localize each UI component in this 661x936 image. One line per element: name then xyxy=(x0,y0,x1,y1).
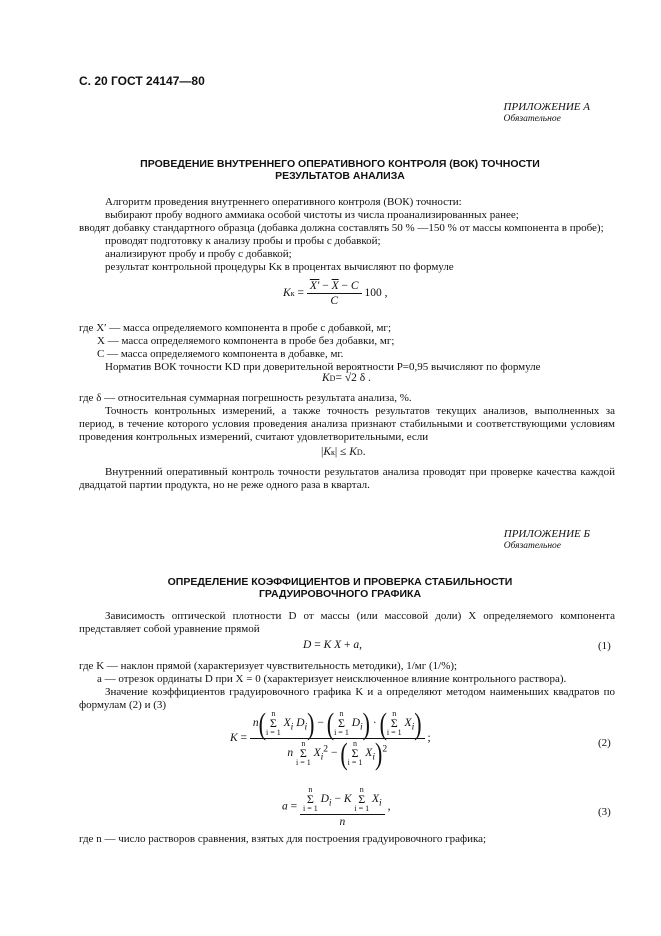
appendix-b-final xyxy=(79,833,615,846)
where-line: a — отрезок ординаты D при X = 0 (характеризует неисключенное влияние контрольного раствора). xyxy=(97,673,567,685)
paragraph: Норматив ВОК точности KD при доверительной вероятности P=0,95 вычисляют по формуле xyxy=(105,361,541,373)
equation-number: (1) xyxy=(598,640,611,652)
paragraph: проводят подготовку к анализу пробы и пробы с добавкой; xyxy=(105,235,381,247)
where-line: где K — наклон прямой (характеризует чувствительность методики), 1/мг (1/%); xyxy=(79,660,458,672)
paragraph: вводят добавку стандартного образца (добавка должна составлять 50 % —150 % от массы компонента в пробе); xyxy=(79,222,604,234)
appendix-a-title xyxy=(60,158,620,182)
paragraph: Зависимость оптической плотности D от массы (или массовой доли) X определяемого компонента представляет собой уравнение прямой xyxy=(79,610,615,635)
where-line: где X′ — масса определяемого компонента в пробе с добавкой, мг; xyxy=(79,322,391,334)
paragraph: Алгоритм проведения внутреннего оперативного контроля (ВОК) точности: xyxy=(105,196,462,208)
formula-kk: Kк = $\frac{X' - \overline{X} - C}{C}$ 100 , xyxy=(283,280,388,307)
appendix-a-intro xyxy=(79,196,615,274)
appendix-b-intro xyxy=(79,610,615,636)
appendix-a-status: Обязательное xyxy=(503,114,561,124)
appendix-b-label: ПРИЛОЖЕНИЕ Б xyxy=(503,528,590,540)
paragraph: где δ — относительная суммарная погрешность результата анализа, %. xyxy=(79,392,412,404)
formula-a: a = n Σ i = 1 $D_i - K$ n Σ i = 1 $X_i$ n , xyxy=(282,785,391,828)
paragraph: Значение коэффициентов градуировочного графика K и a определяют методом наименьших квадратов по формулам (2) и (3) xyxy=(79,686,615,711)
paragraph: Внутренний оперативный контроль точности результатов анализа проводят при проверке качества каждой двадцатой партии продукта, но не реже одного раза в квартал. xyxy=(79,466,615,491)
appendix-a-label-block xyxy=(504,101,590,125)
appendix-a-title-line2: РЕЗУЛЬТАТОВ АНАЛИЗА xyxy=(275,170,405,182)
equation-number: (3) xyxy=(598,806,611,818)
appendix-a-final xyxy=(79,466,615,492)
appendix-b-title-line1: ОПРЕДЕЛЕНИЕ КОЭФФИЦИЕНТОВ И ПРОВЕРКА СТАБИЛЬНОСТИ xyxy=(167,576,513,588)
appendix-b-where xyxy=(79,660,615,712)
paragraph: результат контрольной процедуры Kк в процентах вычисляют по формуле xyxy=(105,261,454,273)
page-header: С. 20 ГОСТ 24147—80 xyxy=(79,74,205,88)
appendix-a-title-line1: ПРОВЕДЕНИЕ ВНУТРЕННЕГО ОПЕРАТИВНОГО КОНТРОЛЯ (ВОК) ТОЧНОСТИ xyxy=(140,158,540,170)
appendix-b-label-block xyxy=(504,528,590,552)
equation-number: (2) xyxy=(598,737,611,749)
appendix-a-body xyxy=(79,392,615,444)
where-line: C — масса определяемого компонента в добавке, мг. xyxy=(97,348,344,360)
formula-kd: KD= √2 δ . xyxy=(322,372,371,384)
paragraph: анализируют пробу и пробу с добавкой; xyxy=(105,248,292,260)
paragraph: выбирают пробу водного аммиака особой чистоты из числа проанализированных ранее; xyxy=(105,209,519,221)
formula-line: D = K X + a, xyxy=(303,639,363,651)
appendix-a-label: ПРИЛОЖЕНИЕ А xyxy=(503,101,590,113)
paragraph: где n — число растворов сравнения, взятых для построения градуировочного графика; xyxy=(79,833,487,845)
formula-condition: |Kк| ≤ KD. xyxy=(321,446,366,458)
paragraph: Точность контрольных измерений, а также точность результатов текущих анализов, выполненных за период, в течение которого условия проведения анализа признают стабильными и соответствующими условиям проведения контрольных измерений, считают удовлетворительными, если xyxy=(79,405,615,443)
appendix-b-title-line2: ГРАДУИРОВОЧНОГО ГРАФИКА xyxy=(258,588,422,600)
appendix-a-where xyxy=(79,322,615,374)
appendix-b-status: Обязательное xyxy=(503,541,562,551)
appendix-b-title xyxy=(60,576,620,600)
where-line: X — масса определяемого компонента в пробе без добавки, мг; xyxy=(97,335,395,347)
formula-k: K = n( n Σ i = 1 $X_i$ $D_i$) − ( n Σ i = 1 $D_i$) · ( n Σ i = 1 $X_i$) n n Σ i = 1 $X_i^2$ − ( n Σ i = 1 $X_i)^2$ ; xyxy=(230,705,431,771)
